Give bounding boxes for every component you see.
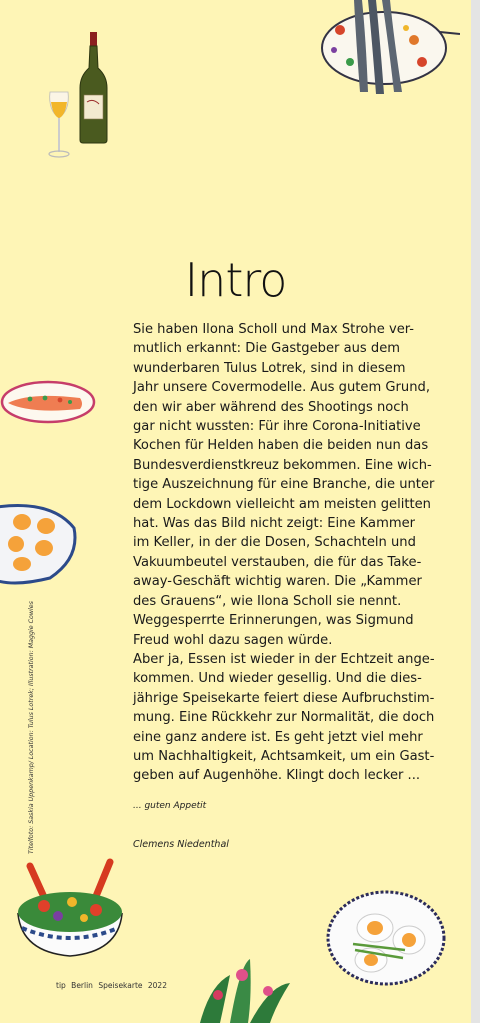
stuffed-eggs-plate-illustration bbox=[325, 888, 447, 990]
body-line: Weggesperrte Erinnerungen, was Sigmund bbox=[133, 613, 414, 629]
body-line: eine ganz andere ist. Es geht jetzt viel mehr bbox=[133, 729, 423, 745]
body-line: Vakuumbeutel verstauben, die für das Take- bbox=[133, 554, 422, 570]
page-edge bbox=[471, 0, 480, 1023]
fish-platter-illustration bbox=[310, 0, 460, 100]
salad-bowl-illustration bbox=[10, 856, 130, 966]
body-line: Aber ja, Essen ist wieder in der Echtzeit ange- bbox=[133, 651, 435, 667]
page-footer: tip Berlin Speisekarte 2022 bbox=[56, 981, 167, 990]
body-line: jährige Speisekarte feiert diese Aufbruchstim- bbox=[133, 690, 435, 706]
body-line: mutlich erkannt: Die Gastgeber aus dem bbox=[133, 341, 401, 357]
body-line: den wir aber während des Shootings noch bbox=[133, 399, 409, 415]
body-line: des Grauens“, wie Ilona Scholl sie nennt. bbox=[133, 593, 402, 609]
body-line: wunderbaren Tulus Lotrek, sind in diesem bbox=[133, 360, 406, 376]
egg-plate-illustration bbox=[0, 498, 80, 588]
image-credits: Titelfoto: Saskia Uppenkamp/ Location: Tulus Lotrek; Illustration: Maggie Cowles bbox=[28, 601, 35, 854]
body-line: geben auf Augenhöhe. Klingt doch lecker ... bbox=[133, 768, 421, 784]
salmon-plate-illustration bbox=[0, 378, 100, 426]
author-name: Clemens Niedenthal bbox=[133, 839, 229, 850]
body-line: gar nicht wussten: Für ihre Corona-Initiative bbox=[133, 419, 421, 435]
body-line: mung. Eine Rückkehr zur Normalität, die doch bbox=[133, 710, 435, 726]
body-line: Kochen für Helden haben die beiden nun das bbox=[133, 438, 429, 454]
body-line: hat. Was das Bild nicht zeigt: Eine Kammer bbox=[133, 516, 416, 532]
body-line: um Nachhaltigkeit, Achtsamkeit, um ein Gast- bbox=[133, 748, 435, 764]
body-line: away-Geschäft wichtig waren. Die „Kammer bbox=[133, 574, 422, 590]
body-line: Jahr unsere Covermodelle. Aus gutem Grund, bbox=[133, 380, 430, 396]
body-line: tige Auszeichnung für eine Branche, die unter bbox=[133, 477, 435, 493]
intro-text bbox=[133, 320, 433, 786]
closing-line: ... guten Appetit bbox=[133, 801, 207, 811]
flowers-illustration bbox=[190, 955, 298, 1023]
body-line: dem Lockdown vielleicht am meisten gelitten bbox=[133, 496, 431, 512]
wine-illustration bbox=[44, 30, 114, 165]
page-title: Intro bbox=[184, 252, 287, 307]
body-line: im Keller, in der die Dosen, Schachteln und bbox=[133, 535, 416, 551]
body-line: Freud wohl dazu sagen würde. bbox=[133, 632, 333, 648]
body-line: Bundesverdienstkreuz bekommen. Eine wich- bbox=[133, 457, 432, 473]
body-line: Sie haben Ilona Scholl und Max Strohe ver- bbox=[133, 322, 415, 337]
body-line: kommen. Und wieder gesellig. Und die dies- bbox=[133, 671, 422, 687]
